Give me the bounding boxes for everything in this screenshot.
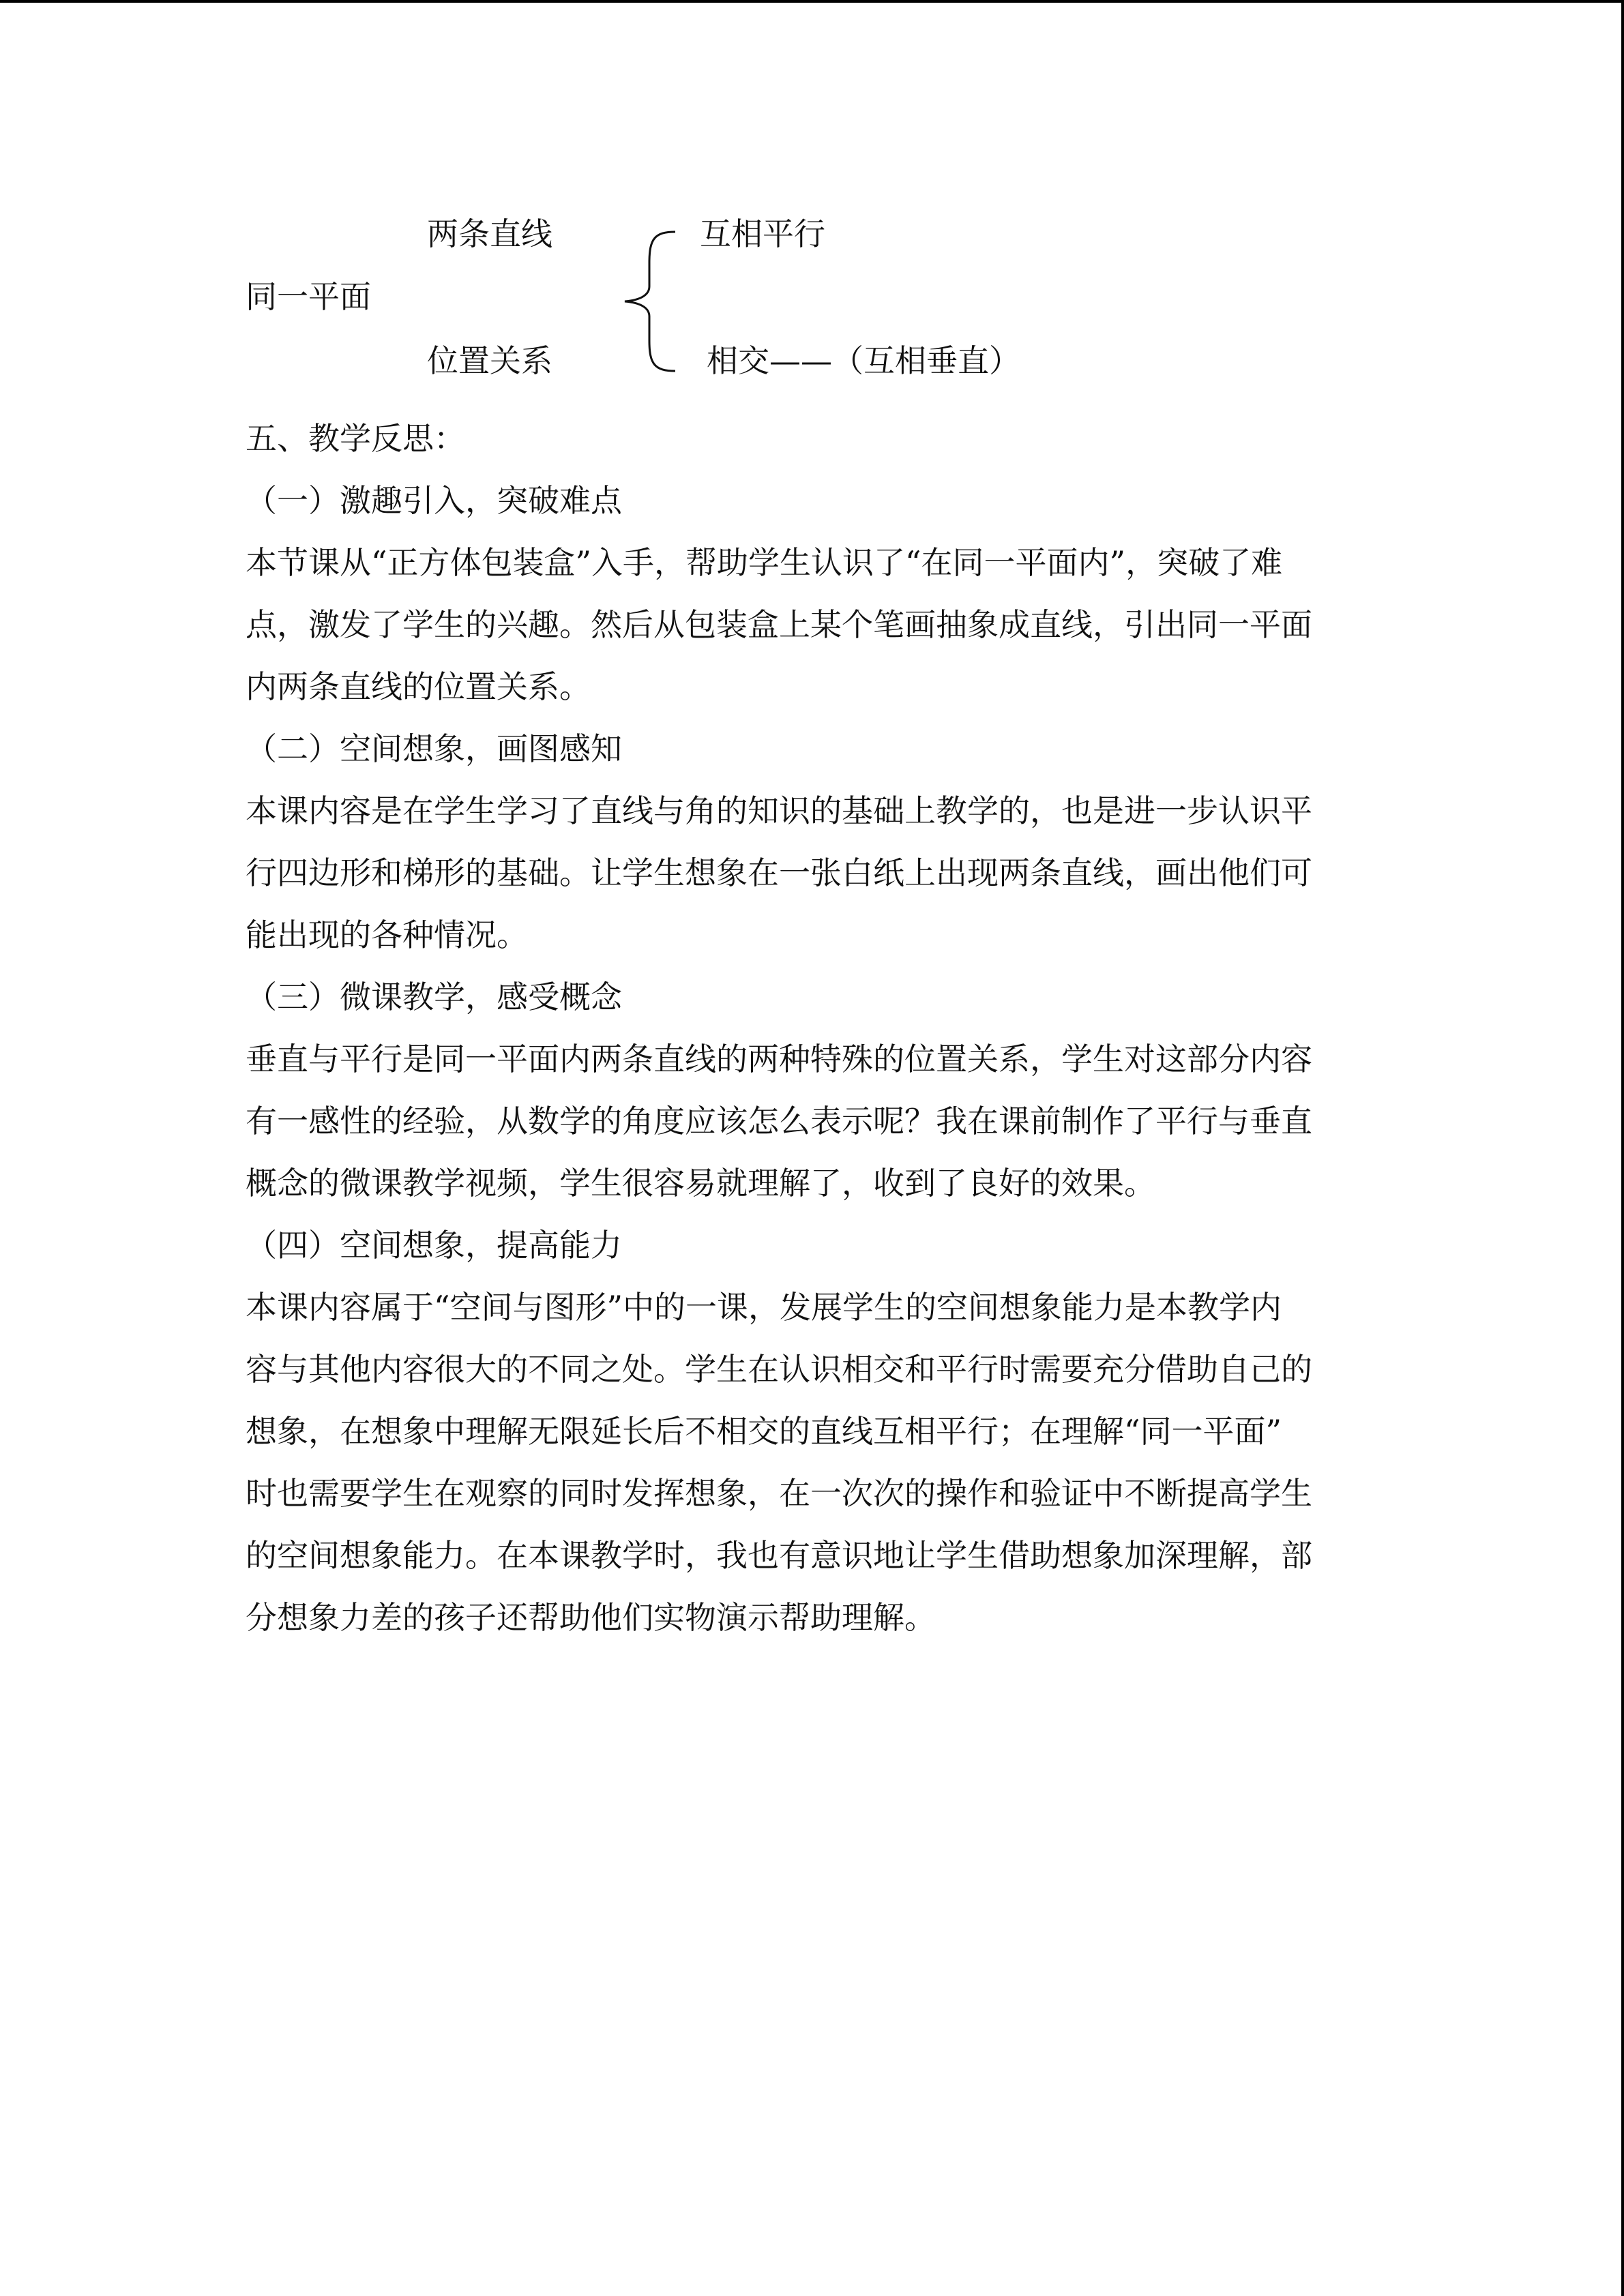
reflection-section	[246, 408, 1391, 1649]
paragraph-line: 本课内容属于“空间与图形”中的一课，发展学生的空间想象能力是本教学内	[246, 1289, 1282, 1326]
subheading-4: （四）空间想象，提高能力	[246, 1227, 622, 1264]
paragraph-line: 容与其他内容很大的不同之处。学生在认识相交和平行时需要充分借助自己的	[246, 1351, 1312, 1388]
paragraph-line: 想象，在想象中理解无限延长后不相交的直线互相平行；在理解“同一平面”	[246, 1413, 1282, 1450]
paragraph-line: 本节课从“正方体包装盒”入手，帮助学生认识了“在同一平面内”，突破了难	[246, 544, 1283, 581]
paragraph-line: 概念的微课教学视频，学生很容易就理解了，收到了良好的效果。	[246, 1165, 1155, 1202]
paragraph-line: 本课内容是在学生学习了直线与角的知识的基础上教学的，也是进一步认识平	[246, 792, 1312, 829]
paragraph-line: 行四边形和梯形的基础。让学生想象在一张白纸上出现两条直线，画出他们可	[246, 854, 1312, 891]
relation-diagram	[0, 0, 1624, 423]
section-heading: 五、教学反思：	[246, 420, 465, 457]
paragraph-line: 时也需要学生在观察的同时发挥想象，在一次次的操作和验证中不断提高学生	[246, 1475, 1312, 1512]
paragraph-line: 的空间想象能力。在本课教学时，我也有意识地让学生借助想象加深理解，部	[246, 1537, 1312, 1574]
diagram-position-relation-label: 位置关系	[427, 342, 552, 379]
diagram-same-plane-label: 同一平面	[246, 278, 371, 315]
subheading-2: （二）空间想象，画图感知	[246, 730, 622, 767]
paragraph-line: 垂直与平行是同一平面内两条直线的两种特殊的位置关系，学生对这部分内容	[246, 1041, 1312, 1077]
subheading-3: （三）微课教学，感受概念	[246, 979, 622, 1015]
diagram-parallel-label: 互相平行	[700, 215, 825, 252]
subheading-1: （一）激趣引入，突破难点	[246, 482, 622, 519]
brace-icon	[0, 0, 1624, 423]
paragraph-line: 分想象力差的孩子还帮助他们实物演示帮助理解。	[246, 1599, 936, 1636]
paragraph-line: 能出现的各种情况。	[246, 916, 528, 953]
diagram-intersect-label: 相交——（互相垂直）	[707, 342, 1020, 379]
paragraph-line: 内两条直线的位置关系。	[246, 668, 591, 705]
paragraph-line: 有一感性的经验，从数学的角度应该怎么表示呢？我在课前制作了平行与垂直	[246, 1103, 1312, 1139]
diagram-two-lines-label: 两条直线	[427, 215, 552, 252]
paragraph-line: 点，激发了学生的兴趣。然后从包装盒上某个笔画抽象成直线，引出同一平面	[246, 606, 1312, 643]
